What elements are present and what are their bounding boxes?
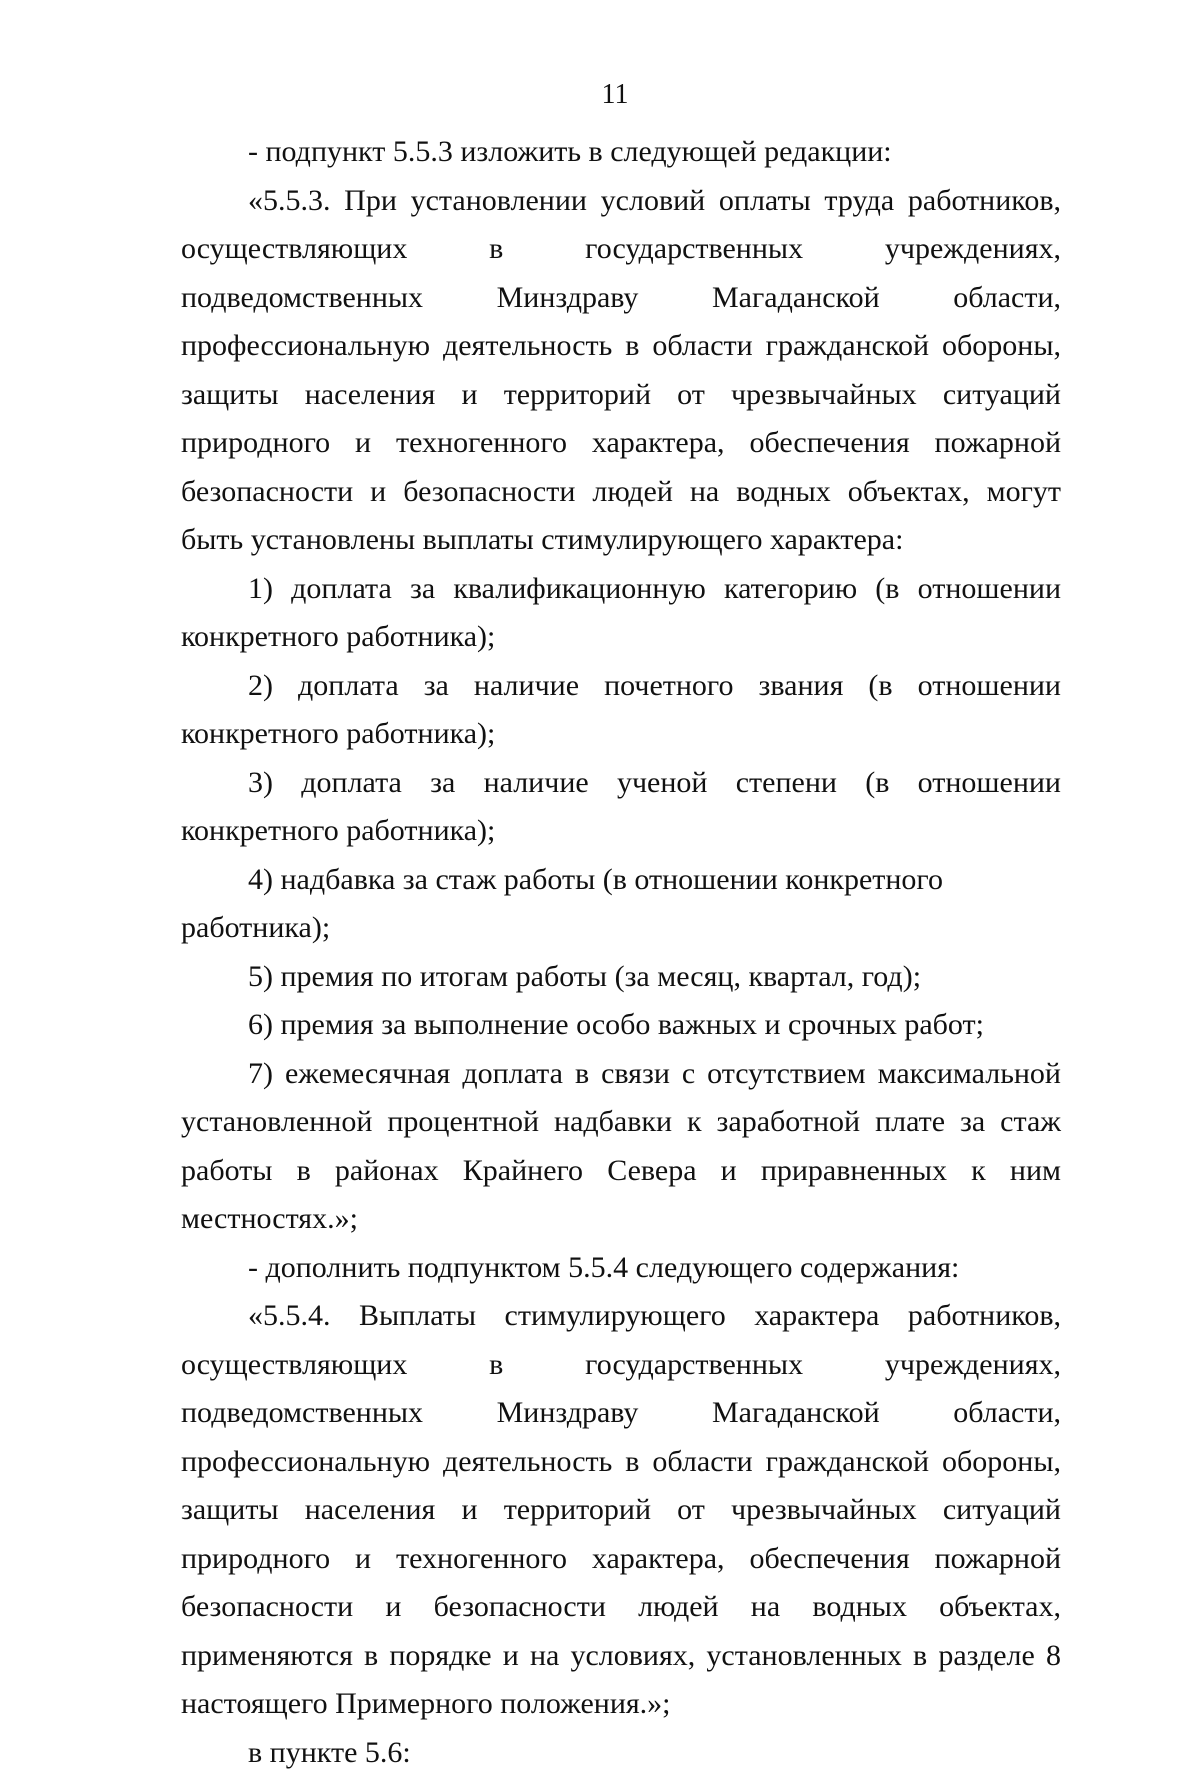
paragraph-instruction-5-5-3: - подпункт 5.5.3 изложить в следующей редакции:	[181, 128, 1061, 177]
document-body	[181, 128, 1061, 1777]
list-item-7: 7) ежемесячная доплата в связи с отсутствием максимальной установленной процентной надбавки к заработной плате за стаж работы в районах Крайнего Севера и приравненных к ним местностях.»;	[181, 1050, 1061, 1244]
list-item-3: 3) доплата за наличие ученой степени (в отношении конкретного работника);	[181, 759, 1061, 856]
list-item-6: 6) премия за выполнение особо важных и срочных работ;	[181, 1001, 1061, 1050]
list-item-1: 1) доплата за квалификационную категорию (в отношении конкретного работника);	[181, 565, 1061, 662]
paragraph-clause-5-6: в пункте 5.6:	[181, 1729, 1061, 1777]
paragraph-subclause-5-5-3: «5.5.3. При установлении условий оплаты труда работников, осуществляющих в государственных учреждениях, подведомственных Минздраву Магаданской области, профессиональную деятельность в области гражданской обороны, защиты населения и территорий от чрезвычайных ситуаций природного и техногенного характера, обеспечения пожарной безопасности и безопасности людей на водных объектах, могут быть установлены выплаты стимулирующего характера:	[181, 177, 1061, 565]
list-item-5: 5) премия по итогам работы (за месяц, квартал, год);	[181, 953, 1061, 1002]
list-item-4: 4) надбавка за стаж работы (в отношении конкретного работника);	[181, 856, 1061, 953]
paragraph-subclause-5-5-4: «5.5.4. Выплаты стимулирующего характера работников, осуществляющих в государственных учреждениях, подведомственных Минздраву Магаданской области, профессиональную деятельность в области гражданской обороны, защиты населения и территорий от чрезвычайных ситуаций природного и техногенного характера, обеспечения пожарной безопасности и безопасности людей на водных объектах, применяются в порядке и на условиях, установленных в разделе 8 настоящего Примерного положения.»;	[181, 1292, 1061, 1729]
paragraph-instruction-5-5-4: - дополнить подпунктом 5.5.4 следующего содержания:	[181, 1244, 1061, 1293]
list-item-2: 2) доплата за наличие почетного звания (в отношении конкретного работника);	[181, 662, 1061, 759]
page-number: 11	[0, 78, 1200, 112]
